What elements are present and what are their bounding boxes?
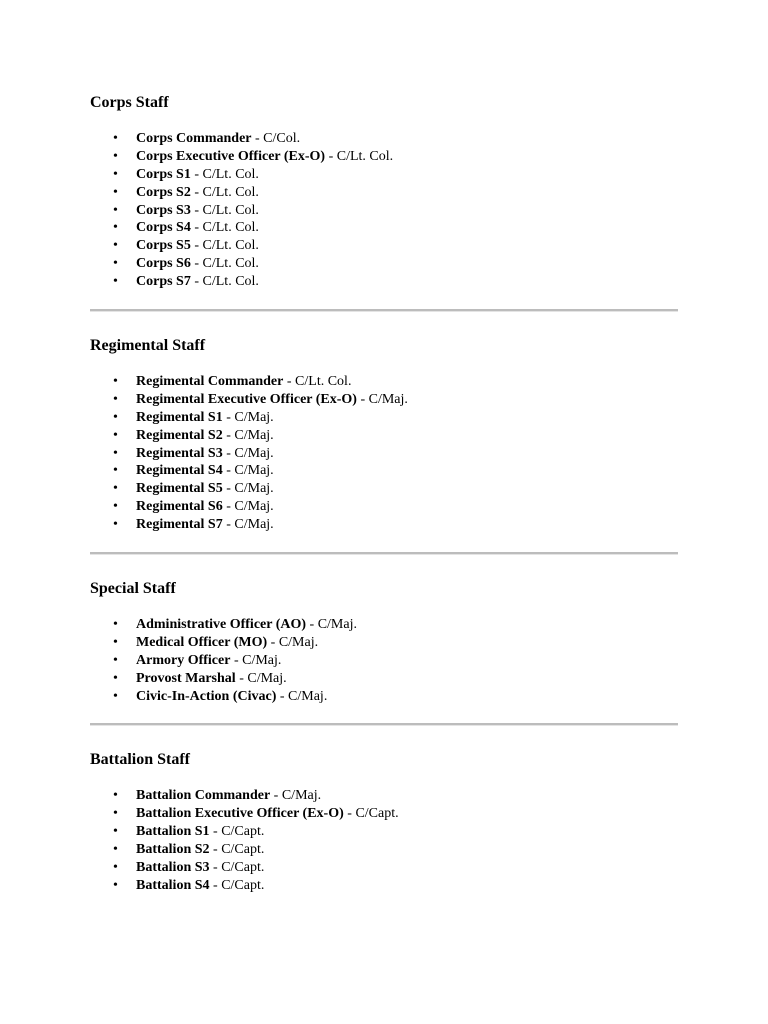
role-label: Battalion S4 — [136, 877, 210, 893]
separator: - — [235, 670, 248, 686]
bullet-icon: • — [113, 445, 118, 461]
role-label: Regimental S4 — [136, 463, 223, 479]
role-label: Regimental S5 — [136, 481, 223, 497]
role-label: Regimental Executive Officer (Ex-O) — [136, 391, 357, 407]
section-title: Battalion Staff — [90, 751, 190, 769]
role-label: Armory Officer — [136, 652, 231, 668]
bullet-icon: • — [113, 670, 118, 686]
role-label: Administrative Officer (AO) — [136, 617, 307, 633]
list-item — [90, 859, 678, 877]
role-label: Provost Marshal — [136, 670, 236, 686]
separator: - — [209, 842, 222, 858]
list-item — [90, 616, 678, 634]
staff-list — [90, 130, 678, 291]
list-item — [90, 237, 678, 255]
separator: - — [267, 634, 279, 650]
rank-value: C/Maj. — [234, 445, 274, 461]
section-corps-staff — [90, 93, 678, 291]
bullet-icon: • — [113, 427, 118, 443]
separator: - — [222, 445, 235, 461]
list-item — [90, 184, 678, 202]
bullet-icon: • — [113, 634, 118, 650]
role-label: Corps S4 — [136, 220, 191, 236]
role-label: Regimental S2 — [136, 427, 223, 443]
list-item — [90, 670, 678, 688]
role-label: Corps S6 — [136, 256, 191, 272]
bullet-icon: • — [113, 806, 118, 822]
rank-value: C/Capt. — [221, 877, 265, 893]
bullet-icon: • — [113, 842, 118, 858]
rank-value: C/Lt. Col. — [295, 374, 352, 390]
section-divider — [90, 552, 678, 555]
separator: - — [306, 617, 318, 633]
list-item — [90, 823, 678, 841]
separator: - — [222, 499, 235, 515]
separator: - — [190, 274, 203, 290]
bullet-icon: • — [113, 374, 118, 390]
section-title: Special Staff — [90, 580, 176, 598]
separator: - — [209, 860, 222, 876]
section-title: Corps Staff — [90, 94, 169, 111]
rank-value: C/Lt. Col. — [202, 166, 259, 182]
bullet-icon: • — [113, 202, 118, 218]
separator: - — [343, 806, 356, 822]
separator: - — [230, 652, 243, 668]
role-label: Regimental Commander — [136, 374, 284, 390]
section-divider — [90, 723, 678, 726]
staff-list — [90, 616, 678, 705]
bullet-icon: • — [113, 166, 118, 182]
bullet-icon: • — [113, 788, 118, 804]
rank-value: C/Maj. — [368, 391, 408, 407]
rank-value: C/Maj. — [247, 670, 287, 686]
staff-list — [90, 787, 678, 894]
bullet-icon: • — [113, 131, 118, 146]
role-label: Regimental S3 — [136, 445, 223, 461]
bullet-icon: • — [113, 409, 118, 425]
list-item — [90, 805, 678, 823]
separator: - — [222, 517, 235, 533]
list-item — [90, 409, 678, 427]
separator: - — [283, 374, 296, 390]
separator: - — [190, 256, 203, 272]
bullet-icon: • — [113, 481, 118, 497]
separator: - — [222, 481, 235, 497]
rank-value: C/Maj. — [234, 481, 274, 497]
staff-list — [90, 373, 678, 534]
bullet-icon: • — [113, 688, 118, 704]
rank-value: C/Maj. — [242, 652, 282, 668]
separator: - — [190, 202, 203, 218]
rank-value: C/Lt. Col. — [202, 184, 259, 200]
rank-value: C/Maj. — [234, 463, 274, 479]
separator: - — [222, 409, 235, 425]
list-item — [90, 202, 678, 220]
list-item — [90, 877, 678, 895]
role-label: Battalion Commander — [136, 788, 271, 804]
role-label: Battalion Executive Officer (Ex-O) — [136, 806, 344, 822]
list-item — [90, 273, 678, 291]
list-item — [90, 480, 678, 498]
role-label: Corps S7 — [136, 274, 191, 290]
bullet-icon: • — [113, 220, 118, 236]
separator: - — [222, 463, 235, 479]
rank-value: C/Maj. — [234, 499, 274, 515]
bullet-icon: • — [113, 877, 118, 893]
separator: - — [222, 427, 235, 443]
list-item — [90, 255, 678, 273]
bullet-icon: • — [113, 238, 118, 254]
bullet-icon: • — [113, 652, 118, 668]
bullet-icon: • — [113, 274, 118, 290]
role-label: Battalion S1 — [136, 824, 210, 840]
list-item — [90, 787, 678, 805]
role-label: Regimental S7 — [136, 517, 223, 533]
role-label: Battalion S2 — [136, 842, 210, 858]
role-label: Regimental S1 — [136, 409, 223, 425]
separator: - — [190, 166, 203, 182]
rank-value: C/Maj. — [234, 409, 274, 425]
separator: - — [209, 877, 222, 893]
rank-value: C/Maj. — [234, 517, 274, 533]
rank-value: C/Lt. Col. — [202, 238, 259, 254]
separator: - — [270, 788, 282, 804]
separator: - — [251, 131, 264, 146]
rank-value: C/Maj. — [281, 788, 322, 804]
role-label: Corps S3 — [136, 202, 191, 218]
bullet-icon: • — [113, 617, 118, 633]
list-item — [90, 688, 678, 706]
role-label: Corps Executive Officer (Ex-O) — [136, 148, 326, 164]
separator: - — [209, 824, 222, 840]
bullet-icon: • — [113, 463, 118, 479]
role-label: Medical Officer (MO) — [136, 634, 268, 650]
rank-value: C/Maj. — [278, 634, 319, 650]
bullet-icon: • — [113, 824, 118, 840]
list-item — [90, 219, 678, 237]
bullet-icon: • — [113, 499, 118, 515]
role-label: Corps S2 — [136, 184, 191, 200]
bullet-icon: • — [113, 860, 118, 876]
bullet-icon: • — [113, 148, 118, 164]
section-special-staff — [90, 579, 678, 705]
separator: - — [190, 220, 203, 236]
rank-value: C/Maj. — [317, 617, 357, 633]
list-item — [90, 166, 678, 184]
separator: - — [356, 391, 369, 407]
list-item — [90, 445, 678, 463]
role-label: Battalion S3 — [136, 860, 210, 876]
role-label: Corps Commander — [136, 131, 252, 146]
role-label: Corps S5 — [136, 238, 191, 254]
list-item — [90, 841, 678, 859]
rank-value: C/Maj. — [288, 688, 328, 704]
list-item — [90, 652, 678, 670]
rank-value: C/Lt. Col. — [202, 256, 259, 272]
role-label: Civic-In-Action (Civac) — [136, 688, 277, 704]
rank-value: C/Lt. Col. — [202, 220, 259, 236]
rank-value: C/Capt. — [221, 842, 265, 858]
separator: - — [190, 184, 203, 200]
section-divider — [90, 309, 678, 312]
separator: - — [276, 688, 289, 704]
list-item — [90, 498, 678, 516]
rank-value: C/Maj. — [234, 427, 274, 443]
rank-value: C/Capt. — [221, 824, 265, 840]
bullet-icon: • — [113, 517, 118, 533]
rank-value: C/Capt. — [221, 860, 265, 876]
role-label: Regimental S6 — [136, 499, 223, 515]
separator: - — [325, 148, 337, 164]
list-item — [90, 130, 678, 148]
list-item — [90, 427, 678, 445]
rank-value: C/Col. — [263, 131, 301, 146]
list-item — [90, 391, 678, 409]
list-item — [90, 462, 678, 480]
list-item — [90, 148, 678, 166]
bullet-icon: • — [113, 391, 118, 407]
list-item — [90, 516, 678, 534]
bullet-icon: • — [113, 184, 118, 200]
section-regimental-staff — [90, 336, 678, 534]
section-title: Regimental Staff — [90, 337, 206, 355]
rank-value: C/Lt. Col. — [336, 148, 394, 164]
role-label: Corps S1 — [136, 166, 191, 182]
list-item — [90, 373, 678, 391]
separator: - — [190, 238, 203, 254]
document-body — [90, 93, 678, 895]
bullet-icon: • — [113, 256, 118, 272]
section-battalion-staff — [90, 750, 678, 894]
rank-value: C/Lt. Col. — [202, 202, 259, 218]
rank-value: C/Lt. Col. — [202, 274, 259, 290]
list-item — [90, 634, 678, 652]
rank-value: C/Capt. — [355, 806, 399, 822]
